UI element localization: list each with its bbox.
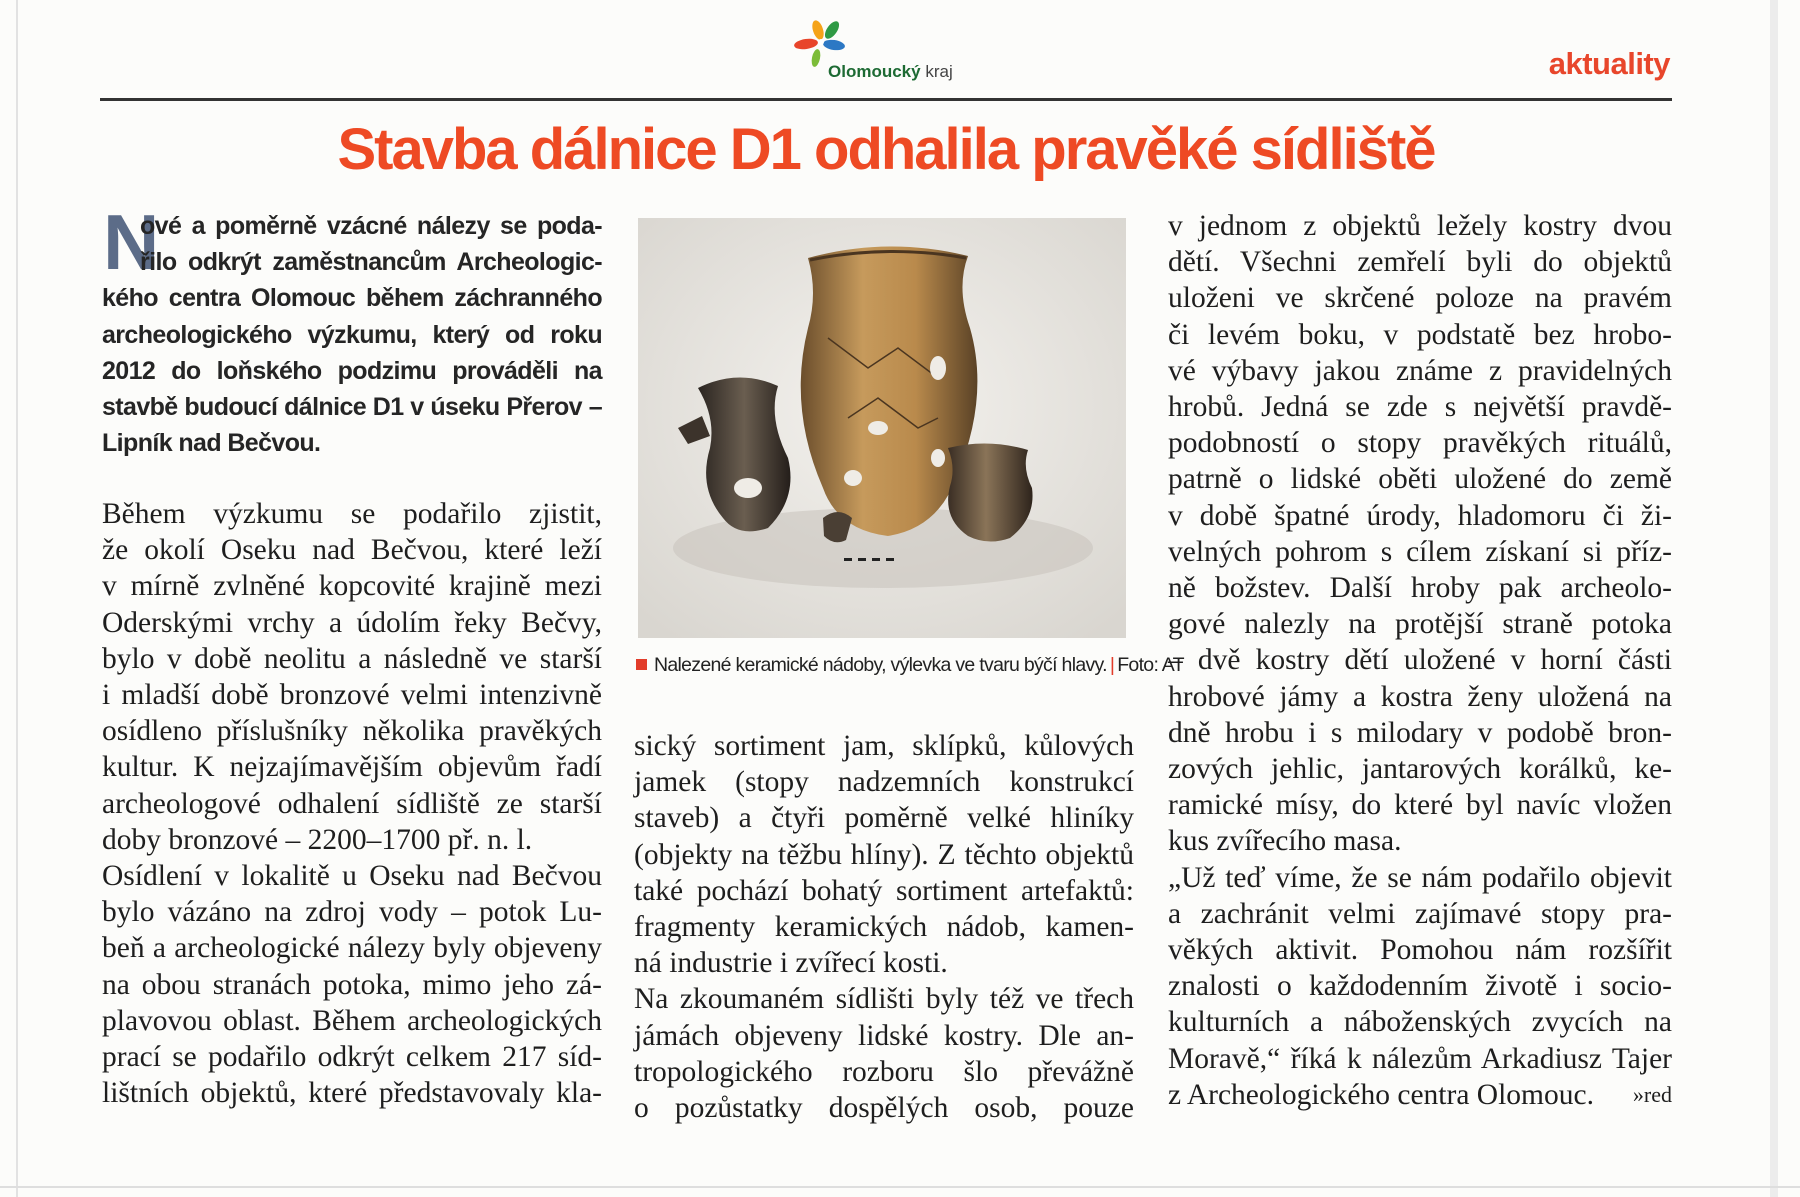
page-edge-left [16, 0, 18, 1197]
body-line: velných pohrom s cílem získaní si příz- [1168, 535, 1672, 568]
body-line: dětí. Všechni zemřelí byli do objektů [1168, 246, 1672, 279]
body-line: i mladší době bronzové velmi intenzivně [102, 679, 602, 712]
lead-paragraph [102, 198, 602, 461]
body-column-1 [102, 496, 602, 1111]
lead-line: ové a poměrně vzácné nálezy se poda- [140, 212, 602, 240]
body-column-2 [634, 728, 1134, 1126]
body-line: věkých aktivit. Pomohou nám rozšířit [1168, 934, 1672, 967]
section-label: aktuality [1548, 46, 1670, 81]
body-line: uloženi ve skrčené poloze na pravém [1168, 282, 1672, 315]
lead-line: 2012 do loňského podzimu prováděli na [102, 356, 602, 385]
logo-kraj: kraj [925, 62, 953, 81]
logo-brand: Olomoucký [828, 62, 921, 81]
body-line: fragmenty keramických nádob, kamen- [634, 911, 1134, 944]
body-line: na obou stranách potoka, mimo jeho zá- [102, 968, 602, 1001]
body-line: doby bronzové – 2200–1700 př. n. l. [102, 823, 533, 856]
body-line: znalosti o každodenním životě i socio- [1168, 970, 1672, 1003]
body-line: ná industrie i zvířecí kosti. [634, 947, 948, 980]
body-line: bylo vázáno na zdroj vody – potok Lu- [102, 896, 602, 929]
body-line: jamek (stopy nadzemních konstrukcí [634, 766, 1134, 799]
body-line: kultur. K nejzajímavějším objevům řadí [102, 751, 602, 784]
body-line: či levém boku, v podstatě bez hrobo- [1168, 318, 1672, 351]
body-line: hrobové jámy a kostra ženy uložená na [1168, 680, 1672, 713]
body-line: sický sortiment jam, sklípků, kůlových [634, 730, 1134, 762]
body-line: v jednom z objektů ležely kostry dvou [1168, 210, 1672, 242]
body-line: staveb) a čtyři poměrně velké hliníky [634, 802, 1134, 835]
body-line: a zachránit velmi zajímavé stopy pra- [1168, 897, 1672, 930]
body-line: vé výbavy jakou známe z pravidelných [1168, 354, 1672, 387]
body-line: kus zvířecího masa. [1168, 825, 1402, 858]
body-line: patrně o lidské oběti uložené do země [1168, 463, 1672, 496]
caption-text: Nalezené keramické nádoby, výlevka ve tvaru býčí hlavy. [654, 654, 1107, 676]
caption-marker [636, 659, 647, 670]
body-line: dně hrobu i s milodary v podobě bron- [1168, 716, 1672, 749]
body-line: hrobů. Jedná se zde s největší pravdě- [1168, 391, 1672, 424]
lead-line: stavbě budoucí dálnice D1 v úseku Přerov – [102, 393, 602, 422]
body-line-final [1168, 1077, 1672, 1113]
pottery-photo [638, 218, 1126, 638]
body-line: prací se podařilo odkrýt celkem 217 síd- [102, 1041, 602, 1074]
body-line: ramické mísy, do které byl navíc vložen [1168, 789, 1672, 822]
body-line: lištních objektů, které představovaly kla- [102, 1077, 602, 1110]
body-line: v mírně zvlněné kopcovité krajině mezi [102, 570, 602, 603]
lead-line: řilo odkrýt zaměstnancům Archeologic- [140, 248, 602, 277]
lead-line: archeologického výzkumu, který od roku [102, 320, 602, 349]
body-line: podobností o stopy pravěkých rituálů, [1168, 427, 1672, 460]
body-line: „Už teď víme, že se nám podařilo objevit [1168, 861, 1672, 894]
body-line: archeologové odhalení sídliště ze starší [102, 787, 602, 820]
body-column-3 [1168, 208, 1672, 1113]
body-line: že okolí Oseku nad Bečvou, které leží [102, 534, 602, 567]
page-edge-bottom [0, 1186, 1800, 1188]
ceramic-vessels-image [638, 218, 1126, 638]
caption-credit: Foto: AT [1117, 654, 1184, 676]
headline: Stavba dálnice D1 odhalila pravěké sídliště [337, 117, 1435, 182]
page-edge-right [1770, 0, 1778, 1197]
lead-line: Lipník nad Bečvou. [102, 429, 321, 458]
body-line: Na zkoumaném sídlišti byly též ve třech [634, 983, 1134, 1016]
body-line: tropologického rozboru šlo převážně [634, 1055, 1134, 1088]
logo-text [828, 62, 953, 82]
body-line: osídleno příslušníky několika pravěkých [102, 715, 602, 748]
body-line: gové nalezly na protější straně potoka [1168, 608, 1672, 641]
body-line: plavovou oblast. Během archeologických [102, 1004, 602, 1037]
body-line: jámách objeveny lidské kostry. Dle an- [634, 1019, 1134, 1052]
body-line: Během výzkumu se podařilo zjistit, [102, 498, 602, 530]
photo-caption [636, 654, 1184, 677]
caption-separator: | [1109, 654, 1115, 676]
olomoucky-kraj-logo [780, 18, 1010, 88]
body-line: také pochází bohatý sortiment artefaktů: [634, 874, 1134, 907]
lead-line: kého centra Olomouc během záchranného [102, 284, 602, 313]
drop-cap: N [103, 198, 158, 286]
body-line: – dvě kostry dětí uložené v horní části [1168, 644, 1672, 677]
body-line: Moravě,“ říká k nálezům Arkadiusz Tajer [1168, 1042, 1672, 1075]
body-line: Osídlení v lokalitě u Oseku nad Bečvou [102, 860, 602, 893]
author-signature: »red [1632, 1081, 1672, 1107]
body-line: ně božstev. Další hroby pak archeolo- [1168, 572, 1672, 605]
body-line: zových jehlic, jantarových korálků, ke- [1168, 753, 1672, 786]
body-line: v době špatné úrody, hladomoru či ži- [1168, 499, 1672, 532]
body-line: Oderskými vrchy a údolím řeky Bečvy, [102, 606, 602, 639]
body-line: (objekty na těžbu hlíny). Z těchto objektů [634, 838, 1134, 871]
header-rule [100, 98, 1672, 101]
final-sentence: z Archeologického centra Olomouc. [1168, 1078, 1594, 1111]
body-line: kulturních a náboženských zvycích na [1168, 1006, 1672, 1039]
body-line: o pozůstatky dospělých osob, pouze [634, 1092, 1134, 1125]
body-line: beň a archeologické nálezy byly objeveny [102, 932, 602, 965]
body-line: bylo v době neolitu a následně ve starší [102, 642, 602, 675]
